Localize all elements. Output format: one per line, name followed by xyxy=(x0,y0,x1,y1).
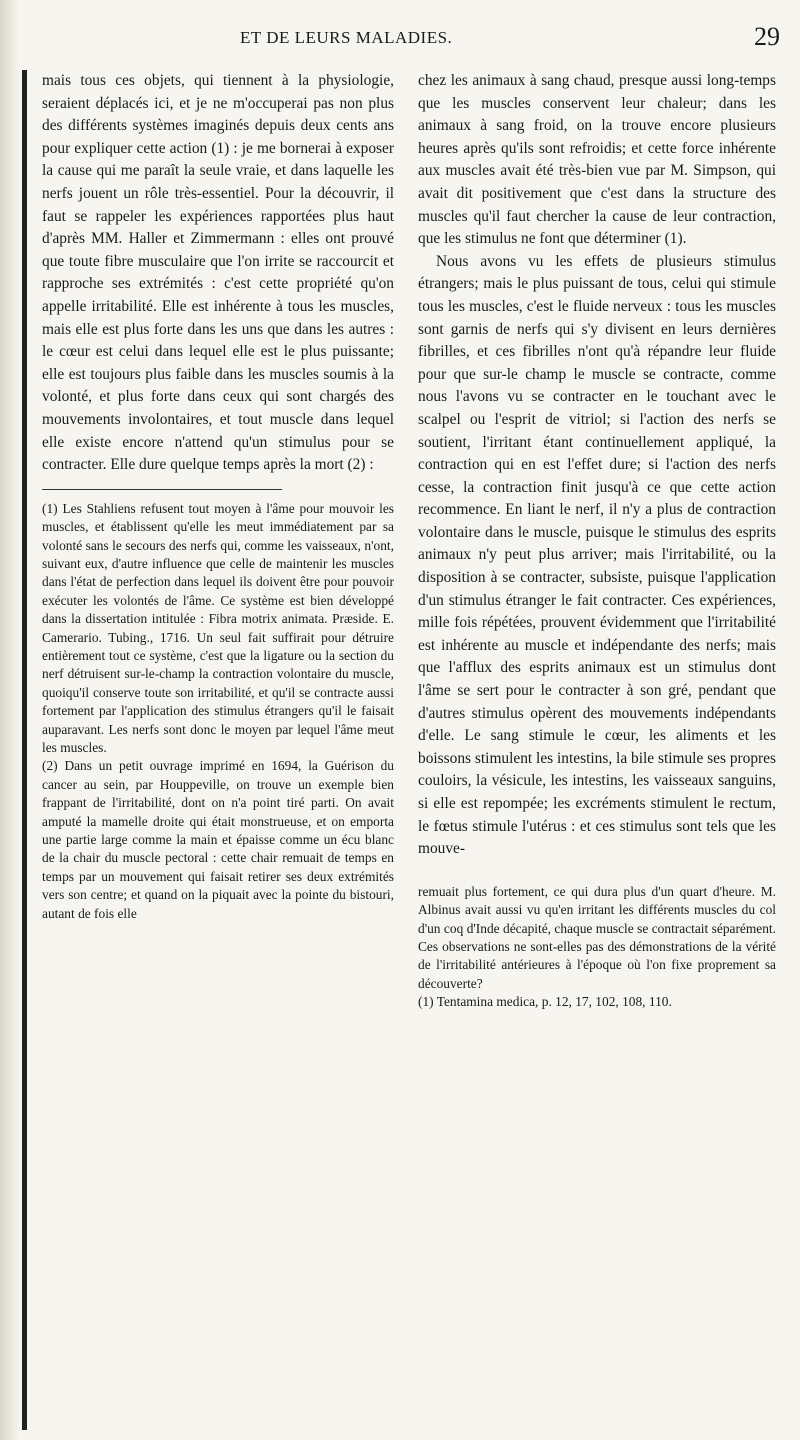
running-head: ET DE LEURS MALADIES. xyxy=(240,28,453,47)
left-column xyxy=(42,70,394,923)
footnote-1: (1) Les Stahliens refusent tout moyen à l'âme pour mouvoir les muscles, et établissent qu'elle les meut immédiatement par sa volonté sans le secours des nerfs qui, comme les vaisseaux, n'ont, suivant eux, d'autre influence que celle de maintenir les muscles dans l'état de perfection dans lequel ils doivent être pour pouvoir exécuter les volontés de l'âme. Ce système est bien développé dans la dissertation intitulée : Fibra motrix animata. Præside. E. Camerario. Tubing., 1716. Un seul fait suffirait pour détruire entièrement tout ce système, c'est que la ligature ou la section du nerf détruisent sur-le-champ la contraction volontaire du muscle, quoiqu'il conserve toute son irritabilité, et qu'il se contracte aussi fortement par l'application des stimulus étrangers qu'il le faisait auparavant. Les nerfs sont donc le moyen par lequel l'âme meut les muscles. xyxy=(42,500,394,755)
footnote-2: (2) Dans un petit ouvrage imprimé en 1694, la Guérison du cancer au sein, par Houppeville, on trouve un exemple bien frappant de l'irritabilité, dont on n'a point tiré parti. On avait amputé la mamelle droite qui était monstrueuse, et on emporta une partie large comme la main et épaisse comme un écu blanc de la chair du muscle pectoral : cette chair remuait de temps en temps par un mouvement qui faisait retirer ses deux extrémités vers son centre; et quand on la piquait avec la pointe du bistouri, autant de fois elle xyxy=(42,758,394,921)
footnote-rule xyxy=(42,489,282,490)
binding-gutter xyxy=(0,0,20,1440)
footnote-separator xyxy=(418,861,776,883)
right-body-text-1: chez les animaux à sang chaud, presque aussi long-temps que les muscles conservent leur chaleur; dans les animaux à sang froid, on la trouve encore plusieurs heures après qu'ils sont refroidis; et cette force inhérente aux muscles avait été très-bien vue par M. Simpson, qui avait dit positivement que c'est dans la structure des muscles qu'il faut chercher la cause de leur contraction, que les stimulus ne font que déterminer (1). xyxy=(418,72,776,248)
right-body-text-2: Nous avons vu les effets de plusieurs stimulus étrangers; mais le plus puissant de tous, celui qui stimule tous les muscles, c'est le fluide nerveux : tous les muscles sont garnis de nerfs qui s'y divisent en leurs dernières fibrilles, et ces fibrilles n'ont qu'à répandre leur fluide pour que sur-le champ le muscle se contracte, comme nous l'avons vu se contracter en le touchant avec le scalpel ou l'esprit de vitriol; si l'action des nerfs se soutient, l'irritant étant continuellement appliqué, la contraction qui en est l'effet dure; si l'action des nerfs cesse, la contraction finit jusqu'à ce que cette action recommence. En liant le nerf, il n'y a plus de contraction volontaire dans le muscle, puisque le stimulus des esprits animaux n'y peut plus arriver; mais l'irritabilité, ou la disposition à se contracter, subsiste, puisque l'application d'un stimulus étranger le fait contracter. Ces expériences, mille fois répétées, prouvent évidemment que l'irritabilité est inhérente au muscle et indépendante des nerfs; mais que l'afflux des esprits animaux est un stimulus dont l'âme se sert pour le contracter à son gré, pendant que d'autres stimulus opèrent des mouvements indépendants d'elle. Le sang stimule le cœur, les aliments et les boissons stimulent les intestins, la bile stimule ses propres couloirs, la vésicule, les intestins, les vaisseaux sanguins, si elle est repompée; les excréments stimulent le rectum, le fœtus stimule l'utérus : et ces stimulus sont tels que les mouve- xyxy=(418,252,776,858)
page-header xyxy=(40,18,780,58)
right-column xyxy=(418,70,776,1012)
page-edge-shadow xyxy=(22,70,27,1430)
footnote-right-1: (1) Tentamina medica, p. 12, 17, 102, 108, 110. xyxy=(418,994,672,1010)
page-number: 29 xyxy=(754,22,780,51)
footnote-2-continued: remuait plus fortement, ce qui dura plus d'un quart d'heure. M. Albinus avait aussi vu qu'en irritant les différents muscles du col d'un coq d'Inde décapité, chaque muscle se contractait séparément. Ces observations ne sont-elles pas des démonstrations de la vérité de l'irritabilité antérieures à l'époque où l'on fixe proprement sa découverte? xyxy=(418,883,776,991)
left-body-text: mais tous ces objets, qui tiennent à la physiologie, seraient déplacés ici, et je ne m'occuperai pas non plus des différents systèmes imaginés depuis deux cents ans pour expliquer cette action (1) : je me bornerai à exposer la cause qui me paraît la seule vraie, et dans laquelle les nerfs jouent un rôle très-essentiel. Pour la découvrir, il faut se rappeler les expériences rapportées plus haut d'après MM. Haller et Zimmermann : elles ont prouvé que toute fibre musculaire que l'on irrite se raccourcit et rapproche ses extrémités : c'est cette propriété qu'on appelle irritabilité. Elle est inhérente à tous les muscles, mais elle est plus forte dans les uns que dans les autres : le cœur est celui dans lequel elle est le plus puissante; elle est toujours plus faible dans les muscles soumis à la volonté, et plus forte dans ceux qui sont chargés des mouvements involontaires, et tout muscle dans lequel elle existe encore n'attend qu'un stimulus pour se contracter. Elle dure quelque temps après la mort (2) : xyxy=(42,72,394,474)
